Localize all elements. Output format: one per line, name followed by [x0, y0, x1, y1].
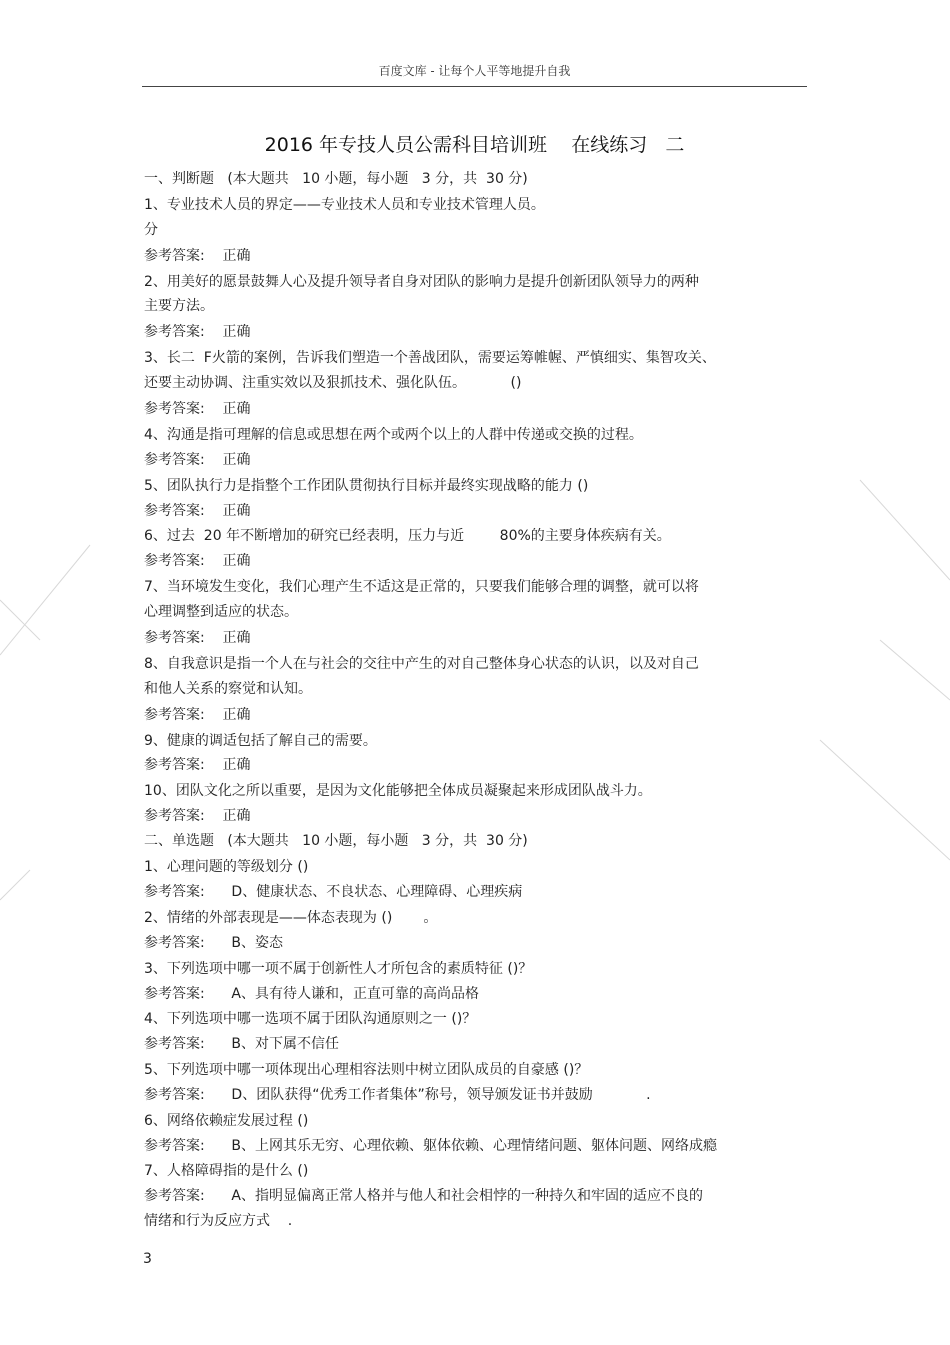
question-line: 1、专业技术人员的界定——专业技术人员和专业技术管理人员。	[144, 196, 545, 213]
answer-line: 参考答案: 正确	[144, 401, 251, 418]
question-line: 还要主动协调、注重实效以及狠抓技术、强化队伍。 ()	[144, 375, 522, 392]
answer-line: 参考答案: B、上网其乐无穷、心理依赖、躯体依赖、心理情绪问题、躯体问题、网络成瘾	[144, 1137, 718, 1154]
answer-line: 参考答案: D、团队获得“优秀工作者集体”称号，领导颁发证书并鼓励 .	[144, 1087, 651, 1104]
answer-line: 参考答案: 正确	[144, 630, 251, 647]
question-line: 7、人格障碍指的是什么 ()	[144, 1162, 309, 1179]
answer-line: 参考答案: D、健康状态、不良状态、心理障碍、心理疾病	[144, 883, 523, 900]
question-line: 10、团队文化之所以重要，是因为文化能够把全体成员凝聚起来形成团队战斗力。	[144, 783, 652, 800]
answer-line: 参考答案: 正确	[144, 451, 251, 468]
question-line: 7、当环境发生变化，我们心理产生不适这是正常的，只要我们能够合理的调整，就可以将	[144, 579, 699, 596]
document-title: 2016 年专技人员公需科目培训班 在线练习 二	[264, 134, 685, 156]
question-line: 主要方法。	[144, 298, 214, 315]
document-body	[144, 167, 764, 1233]
question-line: 2、用美好的愿景鼓舞人心及提升领导者自身对团队的影响力是提升创新团队领导力的两种	[144, 273, 699, 290]
answer-line: 情绪和行为反应方式 .	[144, 1212, 293, 1229]
page-number: 3	[143, 1251, 152, 1267]
page-header: 百度文库 - 让每个人平等地提升自我	[378, 64, 571, 78]
question-line: 4、沟通是指可理解的信息或思想在两个或两个以上的人群中传递或交换的过程。	[144, 426, 643, 443]
answer-line: 参考答案: 正确	[144, 502, 251, 519]
answer-line: 参考答案: 正确	[144, 706, 251, 723]
question-line: 分	[144, 221, 158, 238]
question-line: 6、网络依赖症发展过程 ()	[144, 1112, 309, 1129]
answer-line: 参考答案: 正确	[144, 553, 251, 570]
answer-line: 参考答案: A、指明显偏离正常人格并与他人和社会相悖的一种持久和牢固的适应不良的	[144, 1187, 703, 1204]
answer-line: 参考答案: 正确	[144, 324, 251, 341]
section-heading-true-false: 一、判断题 (本大题共 10 小题，每小题 3 分，共 30 分)	[144, 171, 528, 187]
question-line: 5、团队执行力是指整个工作团队贯彻执行目标并最终实现战略的能力 ()	[144, 477, 589, 494]
question-line: 和他人关系的察觉和认知。	[144, 680, 312, 697]
answer-line: 参考答案: 正确	[144, 247, 251, 264]
question-line: 6、过去 20 年不断增加的研究已经表明，压力与近 80%的主要身体疾病有关。	[144, 528, 671, 545]
question-line: 心理调整到适应的状态。	[144, 604, 298, 621]
question-line: 3、长二 F火箭的案例，告诉我们塑造一个善战团队，需要运筹帷幄、严慎细实、集智攻关、	[144, 350, 716, 367]
section-heading-single-choice: 二、单选题 (本大题共 10 小题，每小题 3 分，共 30 分)	[144, 833, 528, 850]
header-divider	[142, 86, 807, 87]
answer-line: 参考答案: 正确	[144, 757, 251, 774]
answer-line: 参考答案: 正确	[144, 808, 251, 825]
question-line: 1、心理问题的等级划分 ()	[144, 859, 309, 876]
question-line: 3、下列选项中哪一项不属于创新性人才所包含的素质特征 ()？	[144, 960, 533, 977]
question-line: 8、自我意识是指一个人在与社会的交往中产生的对自己整体身心状态的认识，以及对自己	[144, 655, 699, 672]
question-line: 5、下列选项中哪一项体现出心理相容法则中树立团队成员的自豪感 ()？	[144, 1062, 589, 1079]
question-line: 2、情绪的外部表现是——体态表现为 () 。	[144, 909, 438, 926]
answer-line: 参考答案: A、具有待人谦和，正直可靠的高尚品格	[144, 985, 479, 1002]
answer-line: 参考答案: B、对下属不信任	[144, 1036, 340, 1053]
question-line: 4、下列选项中哪一选项不属于团队沟通原则之一 ()？	[144, 1011, 477, 1028]
answer-line: 参考答案: B、姿态	[144, 934, 284, 951]
question-line: 9、健康的调适包括了解自己的需要。	[144, 732, 377, 749]
